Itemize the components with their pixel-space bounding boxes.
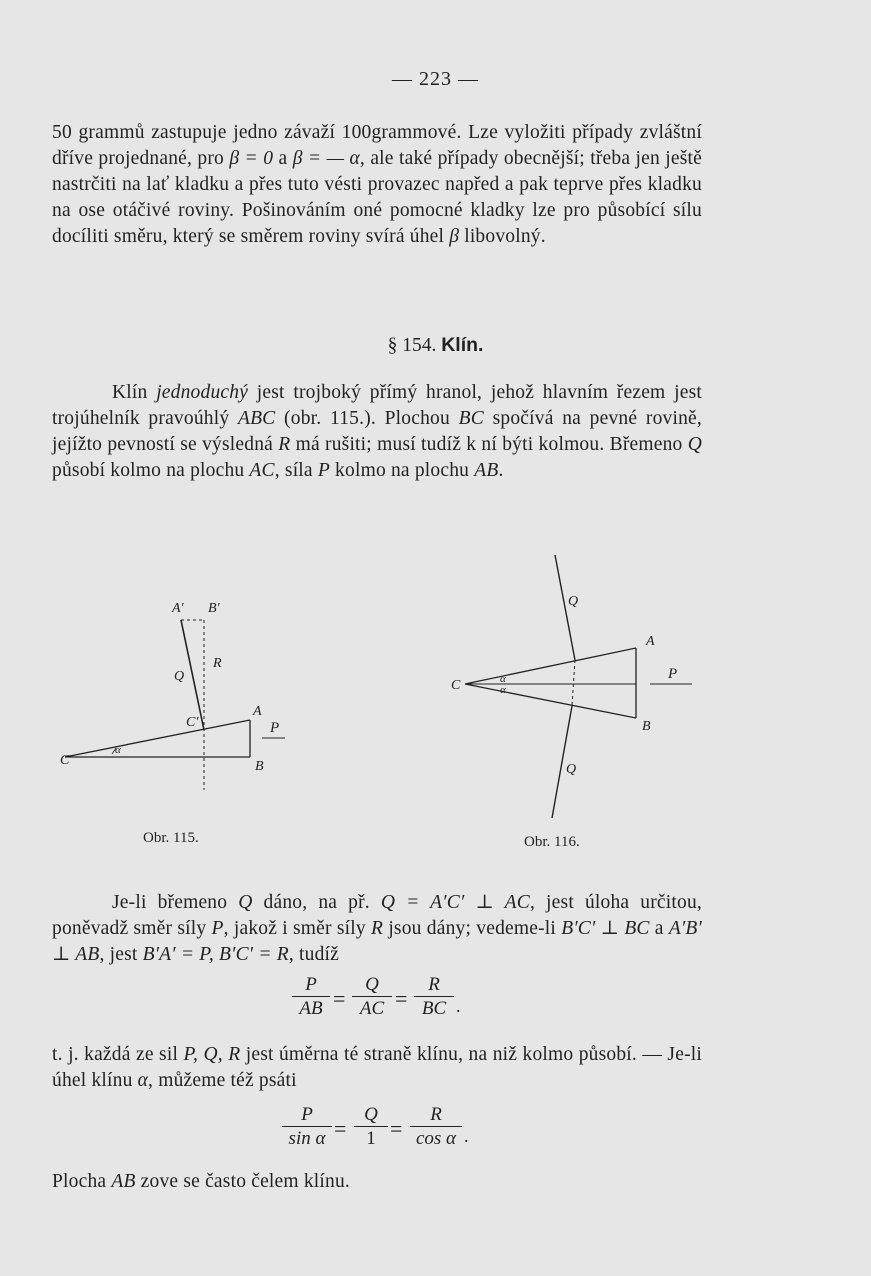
fraction-R-BC: $\frac{R}{BC}$: [414, 974, 454, 1021]
figure-115-caption: Obr. 115.: [143, 830, 199, 846]
fig115-side-CA: [65, 720, 250, 757]
fraction-Q-AC: $\frac{Q}{AC}$: [352, 974, 392, 1021]
figure-115: [65, 620, 285, 790]
fraction-P-sin: $\frac{P}{\text{sin α}}$: [282, 1104, 332, 1151]
fraction-P-AB: $\frac{P}{AB}$: [292, 974, 330, 1021]
fig115-label-C-prime: C′: [186, 715, 199, 730]
fig116-side-CB: [465, 684, 636, 718]
fig116-label-P: P: [668, 666, 678, 682]
figure-115-labels: [60, 601, 279, 774]
fig115-label-B-prime: B′: [208, 601, 220, 616]
fraction-Q-1: $\frac{Q}{1}$: [354, 1104, 388, 1151]
paragraph-3: Je-li břemeno Q dáno, na př. Q = A′C′ ⊥ AC, jest úloha určitou, poněvadž směr síly P, jakož i směr síly R jsou dány; vedeme-li B′C′ ⊥ BC a A′B′ ⊥ AB, jest B′A′ = P, B′C′ = R, tudíž: [52, 892, 702, 965]
fig116-label-alpha-top: α: [500, 673, 506, 685]
paragraph-2: Klín jednoduchý jest trojboký přímý hranol, jehož hlavním řezem jest trojúhelník pravoúhlý ABC (obr. 115.). Plochou BC spočívá na pevné rovině, jejížto pevností se výsledná R má rušiti; musí tudíž k ní býti kolmou. Břemeno Q působí kolmo na plochu AC, síla P kolmo na plochu AB.: [52, 382, 703, 481]
section-number: § 154.: [387, 335, 437, 356]
paragraph-1: 50 grammů zastupuje jedno závaží 100grammové. Lze vyložiti případy zvláštní dříve projednané, pro β = 0 a β = — α, ale také případy obecnější; třeba jen ještě nastrčiti na lať kladku a přes tuto vésti provazec napřed a pak teprve přes kladku na ose otáčivé roviny. Pošinováním oné pomocné kladky lze pro působící sílu docíliti směru, který se směrem roviny svírá úhel β libovolný.: [52, 122, 702, 247]
formula-trig: $\frac{P}{\text{sin α}}$ = $\frac{Q}{1}$ = $\frac{R}{\text{cos α}}$ .: [282, 1104, 502, 1160]
fig116-label-alpha-bottom: α: [500, 684, 506, 696]
fig116-side-CA: [465, 648, 636, 684]
fig116-label-Q-bottom: Q: [566, 762, 577, 777]
paragraph-5: Plocha AB zove se často čelem klínu.: [52, 1171, 350, 1192]
figure-116-caption: Obr. 116.: [524, 834, 580, 850]
fig115-label-B: B: [255, 759, 264, 774]
fig115-label-P: P: [270, 720, 280, 736]
paragraph-4: t. j. každá ze sil P, Q, R jest úměrna té straně klínu, na niž kolmo působí. — Je-li úhel klínu α, můžeme též psáti: [52, 1044, 702, 1091]
formula-proportion: $\frac{P}{AB}$ = $\frac{Q}{AC}$ = $\frac{R}{BC}$ .: [292, 974, 492, 1030]
fig115-force-Q: [181, 620, 204, 730]
fig116-label-A: A: [646, 634, 655, 649]
fig115-label-Q: Q: [174, 669, 185, 684]
fig116-label-C: C: [451, 678, 461, 693]
page-number: — 223 —: [392, 68, 479, 90]
fig115-label-C: C: [60, 753, 70, 768]
fig116-dashed-link: [572, 660, 575, 706]
fig115-label-A: A: [253, 704, 262, 719]
fraction-R-cos: $\frac{R}{\text{cos α}}$: [410, 1104, 462, 1151]
fig115-label-R: R: [213, 656, 222, 671]
fig115-label-A-prime: A′: [172, 601, 184, 616]
fig116-label-Q-top: Q: [568, 594, 579, 609]
fig116-label-B: B: [642, 719, 651, 734]
section-title: Klín.: [441, 334, 484, 356]
fig115-label-alpha: α: [115, 744, 121, 756]
